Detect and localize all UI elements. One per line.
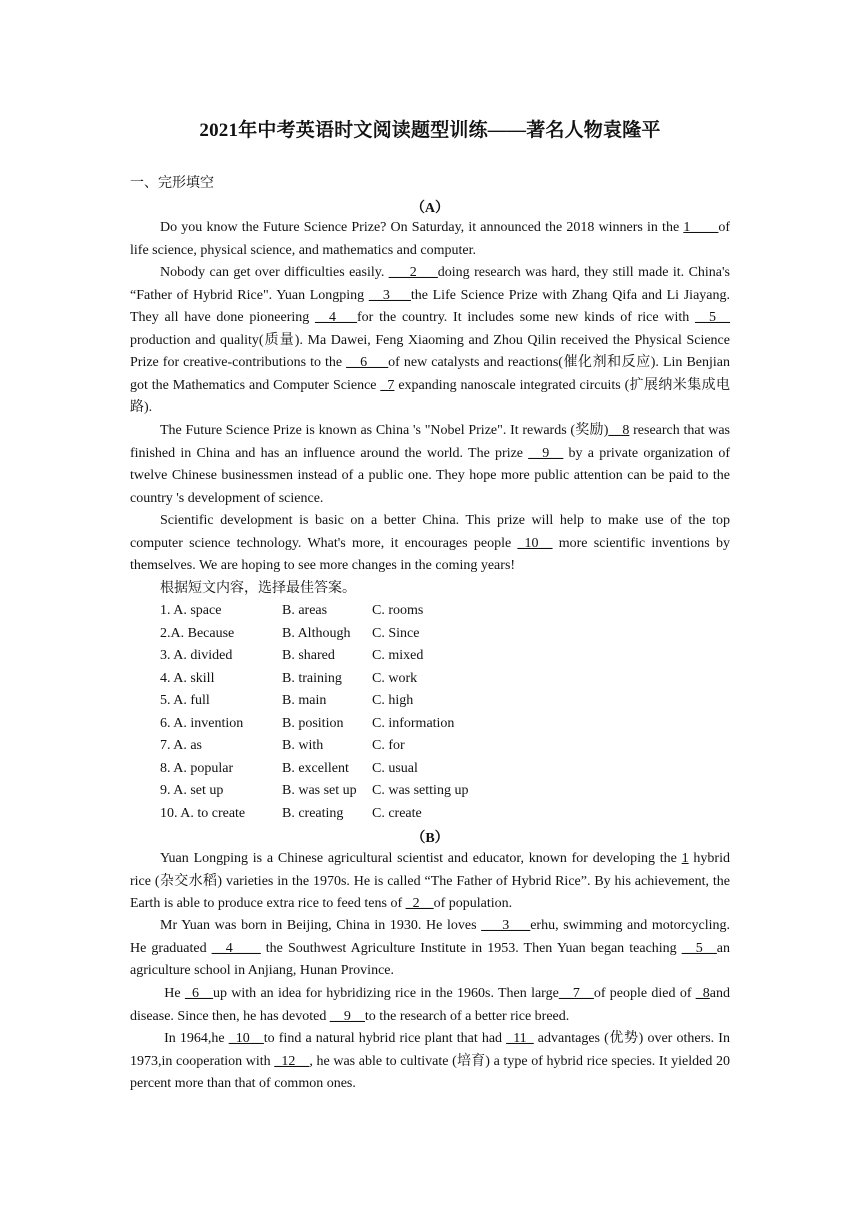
option-row: [160, 668, 468, 691]
answer-blank: __8: [608, 423, 630, 438]
option-cell: C. was setting up: [372, 783, 469, 799]
option-row: [160, 600, 468, 623]
answer-blank: 1: [681, 851, 689, 866]
text-run: hybrid rice (杂交水稻) varieties in the 1970s. He is called “The Father of Hybrid Rice”. By his achievement, the Earth is able to produce extra rice to feed tens of: [130, 851, 730, 911]
text-run: of people died of: [593, 986, 696, 1001]
text-run: production and quality(质量). Ma Dawei, Feng Xiaoming and Zhou Qilin received the Physical Science Prize for creative-contributions to the: [130, 332, 730, 370]
answer-blank: _7: [380, 377, 395, 393]
answer-blank: ___3___: [481, 918, 531, 933]
option-cell: C. rooms: [372, 603, 424, 619]
answer-blank: _12__: [274, 1053, 310, 1069]
answer-blank: __6___: [346, 355, 389, 370]
option-cell: 5. A. full: [160, 693, 210, 709]
part-a-label: （A）: [410, 201, 450, 216]
part-a-paragraph-4: [130, 510, 730, 578]
text-run: to the research of a better rice breed.: [364, 1008, 570, 1024]
option-row: [160, 780, 468, 803]
text-run: expanding nanoscale integrated circuits (扩展纳米集成电路).: [130, 377, 731, 415]
option-cell: C. mixed: [372, 648, 424, 664]
answer-blank: _2__: [405, 896, 434, 911]
answer-blank: __4____: [211, 940, 261, 956]
answer-blank: __3___: [368, 287, 411, 303]
options-table: [160, 600, 468, 825]
option-cell: 7. A. as: [160, 738, 202, 754]
option-cell: C. create: [372, 805, 422, 821]
option-cell: B. was set up: [282, 783, 357, 799]
option-row: [160, 690, 468, 713]
text-run: an agriculture school in Anjiang, Hunan Province.: [130, 940, 730, 978]
option-row: [160, 623, 468, 646]
part-a-paragraph-3: [130, 420, 730, 510]
text-run: the Life Science Prize with Zhang Qifa and Li Jiayang. They all have done pioneering: [130, 287, 731, 325]
part-b-label: （B）: [411, 831, 449, 846]
text-run: up with an idea for hybridizing rice in the 1960s. Then large: [212, 986, 559, 1001]
answer-blank: __7__: [558, 986, 594, 1001]
option-cell: 8. A. popular: [160, 760, 234, 776]
answer-blank: _6__: [184, 986, 213, 1001]
option-cell: 6. A. invention: [160, 715, 244, 731]
answer-blank: __5__: [694, 310, 730, 325]
option-cell: C. usual: [372, 760, 418, 776]
text-run: The Future Science Prize is known as China 's "Nobel Prize". It rewards (奖励): [160, 423, 609, 438]
option-cell: B. main: [282, 693, 327, 709]
part-b-paragraph-3: [130, 983, 730, 1028]
part-b-paragraph-1: [130, 848, 730, 916]
option-cell: B. Although: [282, 625, 351, 641]
option-cell: 3. A. divided: [160, 648, 233, 664]
option-cell: C. work: [372, 670, 418, 686]
option-cell: B. with: [282, 738, 324, 754]
text-run: Yuan Longping is a Chinese agricultural scientist and educator, known for developing the: [160, 851, 682, 866]
answer-blank: __9__: [528, 445, 564, 461]
option-cell: 1. A. space: [160, 603, 222, 619]
option-cell: B. excellent: [282, 760, 349, 776]
text-run: Mr Yuan was born in Beijing, China in 1930. He loves: [160, 918, 482, 933]
document-title: 2021年中考英语时文阅读题型训练——著名人物袁隆平: [199, 120, 661, 141]
text-run: of new catalysts and reactions(催化剂和反应). Lin Benjian got the Mathematics and Computer Science: [130, 355, 730, 393]
option-cell: C. Since: [372, 625, 420, 641]
option-row: [160, 713, 468, 736]
text-run: to find a natural hybrid rice plant that had: [263, 1031, 507, 1046]
instruction-text: 根据短文内容，选择最佳答案。: [160, 581, 356, 596]
answer-blank: _11_: [506, 1031, 534, 1046]
text-run: more scientific inventions by themselves. We are hoping to see more changes in the coming years!: [130, 535, 730, 573]
text-run: the Southwest Agriculture Institute in 1953. Then Yuan began teaching: [260, 940, 682, 956]
answer-blank: _10__: [228, 1031, 264, 1046]
text-run: erhu, swimming and motorcycling. He graduated: [130, 918, 730, 956]
text-run: advantages (优势) over others. In 1973,in cooperation with: [130, 1031, 730, 1069]
text-run: In 1964,he: [160, 1031, 229, 1046]
answer-blank: ___2___: [388, 265, 438, 280]
option-cell: 2.A. Because: [160, 625, 235, 641]
part-b-paragraph-2: [130, 915, 730, 983]
option-cell: C. for: [372, 738, 405, 754]
option-cell: B. areas: [282, 603, 328, 619]
text-run: He: [160, 986, 185, 1001]
answer-blank: __5__: [681, 940, 717, 956]
text-run: , he was able to cultivate (培育) a type of hybrid rice species. It yielded 20 percent more than that of common ones.: [130, 1053, 730, 1091]
text-run: doing research was hard, they still made it. China's “Father of Hybrid Rice". Yuan Longping: [130, 265, 730, 303]
answer-blank: 1____: [683, 220, 719, 235]
text-run: for the country. It includes some new kinds of rice with: [357, 310, 695, 325]
option-row: [160, 735, 468, 758]
text-run: of life science, physical science, and mathematics and computer.: [130, 220, 730, 258]
option-cell: B. shared: [282, 648, 335, 664]
option-cell: C. information: [372, 715, 455, 731]
answer-blank: _8: [695, 986, 710, 1001]
answer-blank: __9__: [329, 1008, 365, 1024]
text-run: research that was finished in China and has an influence around the world. The prize: [130, 423, 730, 461]
text-run: Nobody can get over difficulties easily.: [160, 265, 389, 280]
text-run: Do you know the Future Science Prize? On Saturday, it announced the 2018 winners in the: [160, 220, 684, 235]
option-row: [160, 758, 468, 781]
text-run: Scientific development is basic on a better China. This prize will help to make use of the top computer science technology. What's more, it encourages people: [130, 513, 730, 551]
answer-blank: __4___: [315, 310, 358, 325]
text-run: and disease. Since then, he has devoted: [130, 986, 731, 1024]
option-cell: 10. A. to create: [160, 805, 246, 821]
option-cell: B. position: [282, 715, 344, 731]
part-a-paragraph-2: [130, 262, 730, 420]
part-b-paragraph-4: [130, 1028, 730, 1096]
option-cell: 9. A. set up: [160, 783, 224, 799]
text-run: of population.: [433, 896, 513, 911]
text-run: by a private organization of twelve Chinese businessmen instead of a public one. They hope more public attention can be paid to the country 's development of science.: [130, 445, 730, 506]
part-a-paragraph-1: [130, 217, 730, 262]
option-cell: C. high: [372, 693, 414, 709]
option-cell: 4. A. skill: [160, 670, 215, 686]
option-row: [160, 645, 468, 668]
option-row: [160, 803, 468, 826]
option-cell: B. training: [282, 670, 342, 686]
answer-blank: _10__: [517, 535, 553, 551]
section-heading: 一、完形填空: [130, 176, 214, 191]
option-cell: B. creating: [282, 805, 344, 821]
